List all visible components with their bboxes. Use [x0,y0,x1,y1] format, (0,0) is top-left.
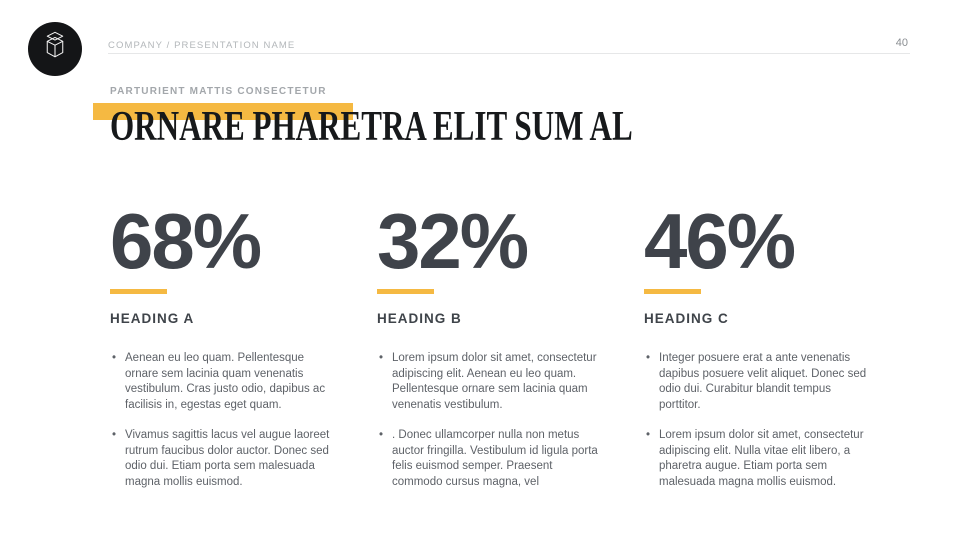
stat-underline-c [644,289,701,294]
stat-columns [110,196,869,490]
stat-value-c: 46% [644,197,795,285]
bullet-item: • Integer posuere erat a ante venenatis dapibus posuere velit aliquet. Donec sed odio dui. Curabitur blandit tempus porttitor. [644,351,869,413]
company-logo [28,22,82,76]
header-divider [108,53,910,54]
stat-value-a: 68% [110,197,261,285]
stat-heading-b: HEADING B [377,311,462,326]
stat-value-b: 32% [377,197,528,285]
bullet-item: • Lorem ipsum dolor sit amet, consectetur adipiscing elit. Nulla vitae elit libero, a pharetra augue. Etiam porta sem malesuada magna mollis euismod. [644,428,869,490]
stat-heading-a: HEADING A [110,311,195,326]
bullet-item: • . Donec ullamcorper nulla non metus auctor fringilla. Vestibulum id ligula porta felis euismod semper. Praesent commodo cursus magna, vel [377,428,602,490]
stat-underline-a [110,289,167,294]
stat-column-c [644,196,869,490]
bullet-item: • Lorem ipsum dolor sit amet, consectetur adipiscing elit. Aenean eu leo quam. Pellentesque ornare sem lacinia quam venenatis vestibulum. [377,351,602,413]
slide-title: ORNARE PHARETRA ELIT SUM AL [110,104,633,150]
stat-bullet-list-c [644,351,869,490]
slide-kicker: PARTURIENT MATTIS CONSECTETUR [110,86,327,97]
bullet-item: • Aenean eu leo quam. Pellentesque ornare sem lacinia quam venenatis vestibulum. Cras justo odio, dapibus ac facilisis in, egestas eget quam. [110,351,335,413]
stat-bullet-list-a [110,351,335,490]
stat-column-b [377,196,602,490]
stat-heading-c: HEADING C [644,311,729,326]
stat-underline-b [377,289,434,294]
wireframe-cube-icon [41,31,69,67]
stat-bullet-list-b [377,351,602,490]
bullet-item: • Vivamus sagittis lacus vel augue laoreet rutrum faucibus dolor auctor. Donec sed odio dui. Etiam porta sem malesuada magna mollis euismod. [110,428,335,490]
stat-column-a [110,196,335,490]
company-name-label: COMPANY / PRESENTATION NAME [108,40,296,51]
page-number: 40 [895,37,908,49]
